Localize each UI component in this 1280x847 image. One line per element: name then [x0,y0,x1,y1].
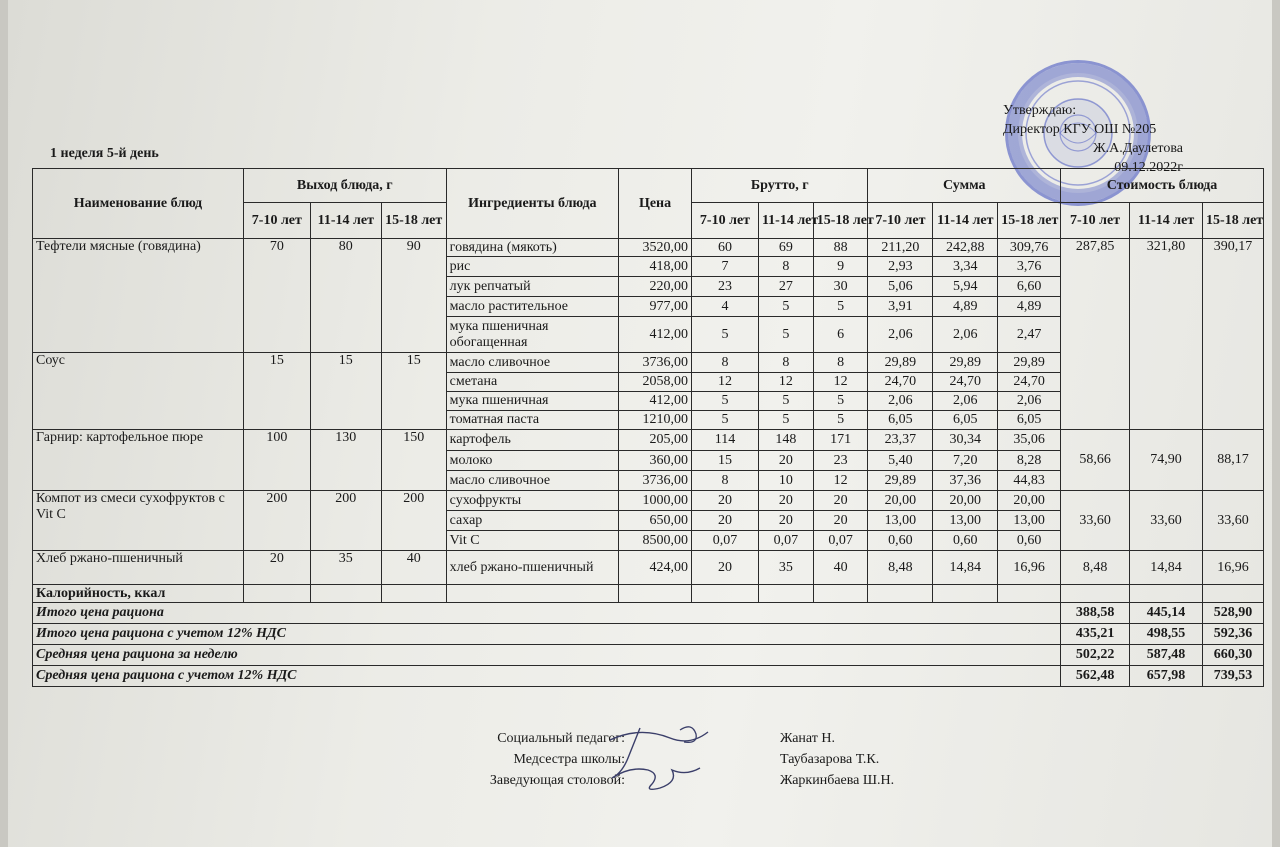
totals-value-age2: 445,14 [1130,603,1203,624]
dish-name: Соус [33,353,244,430]
dish-output-age1: 200 [243,491,310,551]
brutto-age1: 7 [692,257,759,277]
ingredient-price: 412,00 [619,317,692,353]
ingredient-name: масло растительное [446,297,618,317]
header-output-age1: 7-10 лет [243,203,310,239]
header-cost-age1: 7-10 лет [1061,203,1130,239]
sum-age3: 35,06 [998,430,1061,451]
dish-cost-age3: 88,17 [1203,430,1264,491]
brutto-age2: 8 [758,353,813,373]
brutto-age3: 20 [813,511,868,531]
sum-age3: 44,83 [998,471,1061,491]
dish-cost-age2: 14,84 [1130,551,1203,585]
ingredient-price: 8500,00 [619,531,692,551]
brutto-age3: 88 [813,239,868,257]
brutto-age2: 5 [758,297,813,317]
sum-age3: 2,47 [998,317,1061,353]
approval-signer: Ж.А.Даулетова [1093,141,1183,156]
ingredient-name: масло сливочное [446,353,618,373]
header-price: Цена [619,169,692,239]
dish-cost-age1: 58,66 [1061,430,1130,491]
header-sum-age3: 15-18 лет [998,203,1061,239]
ingredient-price: 412,00 [619,392,692,411]
header-output-age3: 15-18 лет [381,203,446,239]
dish-name: Тефтели мясные (говядина) [33,239,244,353]
brutto-age1: 8 [692,353,759,373]
empty-cell [692,585,759,603]
empty-cell [758,585,813,603]
brutto-age3: 8 [813,353,868,373]
sum-age2: 37,36 [933,471,998,491]
brutto-age1: 0,07 [692,531,759,551]
dish-cost-age2: 74,90 [1130,430,1203,491]
ingredient-name: сухофрукты [446,491,618,511]
sum-age2: 2,06 [933,317,998,353]
ingredient-name: говядина (мякоть) [446,239,618,257]
dish-output-age3: 200 [381,491,446,551]
dish-output-age2: 130 [310,430,381,491]
brutto-age2: 20 [758,451,813,471]
sum-age2: 3,34 [933,257,998,277]
totals-value-age3: 528,90 [1203,603,1264,624]
sum-age3: 6,60 [998,277,1061,297]
ingredient-name: сахар [446,511,618,531]
ingredient-price: 1000,00 [619,491,692,511]
approval-title: Утверждаю: [1003,103,1077,118]
dish-output-age1: 15 [243,353,310,430]
signature-role: Заведующая столовой: [489,773,625,788]
brutto-age1: 15 [692,451,759,471]
brutto-age3: 5 [813,411,868,430]
dish-cost-age3: 16,96 [1203,551,1264,585]
sum-age2: 0,60 [933,531,998,551]
header-cost-age2: 11-14 лет [1130,203,1203,239]
empty-cell [813,585,868,603]
sum-age1: 2,93 [868,257,933,277]
empty-cell [243,585,310,603]
sum-age3: 24,70 [998,373,1061,392]
brutto-age3: 12 [813,471,868,491]
empty-cell [1130,585,1203,603]
brutto-age1: 23 [692,277,759,297]
sum-age2: 24,70 [933,373,998,392]
totals-value-age1: 562,48 [1061,666,1130,687]
dish-name: Хлеб ржано-пшеничный [33,551,244,585]
sum-age1: 5,06 [868,277,933,297]
ingredient-price: 424,00 [619,551,692,585]
dish-cost-age2: 321,80 [1130,239,1203,430]
brutto-age3: 12 [813,373,868,392]
sum-age1: 5,40 [868,451,933,471]
brutto-age2: 5 [758,392,813,411]
brutto-age2: 5 [758,411,813,430]
dish-cost-age1: 8,48 [1061,551,1130,585]
brutto-age3: 171 [813,430,868,451]
sum-age2: 4,89 [933,297,998,317]
sum-age1: 2,06 [868,392,933,411]
sum-age2: 2,06 [933,392,998,411]
totals-label: Итого цена рациона [33,603,1061,624]
calories-label: Калорийность, ккал [33,585,244,603]
empty-cell [933,585,998,603]
ingredient-name: лук репчатый [446,277,618,297]
sum-age1: 3,91 [868,297,933,317]
header-cost-age3: 15-18 лет [1203,203,1264,239]
empty-cell [998,585,1061,603]
table-row [33,491,1264,511]
ingredient-name: мука пшеничная обогащенная [446,317,618,353]
sum-age1: 20,00 [868,491,933,511]
sum-age1: 211,20 [868,239,933,257]
signature-role: Медсестра школы: [513,752,625,767]
totals-value-age1: 388,58 [1061,603,1130,624]
dish-output-age3: 15 [381,353,446,430]
dish-output-age2: 200 [310,491,381,551]
totals-value-age3: 592,36 [1203,624,1264,645]
empty-cell [619,585,692,603]
brutto-age1: 12 [692,373,759,392]
totals-label: Итого цена рациона с учетом 12% НДС [33,624,1061,645]
totals-row [33,666,1264,687]
sum-age1: 6,05 [868,411,933,430]
sum-age1: 8,48 [868,551,933,585]
sum-age3: 8,28 [998,451,1061,471]
header-ingredients: Ингредиенты блюда [446,169,618,239]
ingredient-price: 2058,00 [619,373,692,392]
totals-body [33,603,1264,687]
sum-age2: 20,00 [933,491,998,511]
brutto-age2: 35 [758,551,813,585]
sum-age3: 309,76 [998,239,1061,257]
sum-age1: 24,70 [868,373,933,392]
brutto-age3: 30 [813,277,868,297]
dish-output-age2: 80 [310,239,381,353]
signature-name: Таубазарова Т.К. [780,752,880,767]
ingredient-price: 977,00 [619,297,692,317]
brutto-age2: 20 [758,491,813,511]
totals-value-age3: 660,30 [1203,645,1264,666]
ingredient-price: 3736,00 [619,471,692,491]
brutto-age1: 4 [692,297,759,317]
ingredient-price: 205,00 [619,430,692,451]
table-row [33,430,1264,451]
totals-value-age1: 435,21 [1061,624,1130,645]
dish-output-age3: 90 [381,239,446,353]
brutto-age1: 60 [692,239,759,257]
sum-age3: 3,76 [998,257,1061,277]
empty-cell [310,585,381,603]
ingredient-name: сметана [446,373,618,392]
brutto-age3: 5 [813,392,868,411]
header-sum-age1: 7-10 лет [868,203,933,239]
ingredient-price: 360,00 [619,451,692,471]
sum-age2: 6,05 [933,411,998,430]
handwritten-signature-icon [600,718,720,798]
ingredient-price: 3520,00 [619,239,692,257]
dish-cost-age1: 33,60 [1061,491,1130,551]
sum-age1: 23,37 [868,430,933,451]
brutto-age2: 10 [758,471,813,491]
empty-cell [868,585,933,603]
totals-row [33,645,1264,666]
table-row [33,551,1264,585]
header-brutto-age2: 11-14 лет [758,203,813,239]
sum-age2: 5,94 [933,277,998,297]
header-cost: Стоимость блюда [1061,169,1264,203]
ingredient-price: 1210,00 [619,411,692,430]
dish-name: Гарнир: картофельное пюре [33,430,244,491]
dish-output-age3: 150 [381,430,446,491]
header-output: Выход блюда, г [243,169,446,203]
totals-value-age1: 502,22 [1061,645,1130,666]
sum-age1: 0,60 [868,531,933,551]
brutto-age1: 5 [692,392,759,411]
approval-date: 09.12.2022г [1114,160,1183,175]
table-row [33,239,1264,257]
sum-age3: 6,05 [998,411,1061,430]
totals-label: Средняя цена рациона с учетом 12% НДС [33,666,1061,687]
totals-row [33,624,1264,645]
header-output-age2: 11-14 лет [310,203,381,239]
brutto-age3: 5 [813,297,868,317]
week-day-title: 1 неделя 5-й день [50,146,159,161]
approval-block [1003,101,1203,177]
totals-value-age2: 657,98 [1130,666,1203,687]
dish-output-age2: 35 [310,551,381,585]
sum-age1: 2,06 [868,317,933,353]
ingredient-name: масло сливочное [446,471,618,491]
header-brutto-age1: 7-10 лет [692,203,759,239]
sum-age2: 30,34 [933,430,998,451]
sum-age1: 29,89 [868,353,933,373]
totals-label: Средняя цена рациона за неделю [33,645,1061,666]
dish-cost-age3: 390,17 [1203,239,1264,430]
menu-table-body [33,239,1264,603]
ingredient-price: 418,00 [619,257,692,277]
sum-age3: 13,00 [998,511,1061,531]
brutto-age1: 20 [692,511,759,531]
brutto-age3: 9 [813,257,868,277]
brutto-age2: 20 [758,511,813,531]
brutto-age1: 20 [692,551,759,585]
empty-cell [1203,585,1264,603]
brutto-age3: 6 [813,317,868,353]
ingredient-price: 220,00 [619,277,692,297]
sum-age3: 20,00 [998,491,1061,511]
brutto-age1: 8 [692,471,759,491]
empty-cell [1061,585,1130,603]
header-sum-age2: 11-14 лет [933,203,998,239]
totals-row [33,603,1264,624]
brutto-age2: 148 [758,430,813,451]
dish-output-age3: 40 [381,551,446,585]
header-brutto-age3: 15-18 лет [813,203,868,239]
brutto-age2: 69 [758,239,813,257]
dish-output-age2: 15 [310,353,381,430]
dish-cost-age1: 287,85 [1061,239,1130,430]
sum-age1: 29,89 [868,471,933,491]
menu-table [32,168,1264,687]
brutto-age3: 0,07 [813,531,868,551]
brutto-age1: 5 [692,411,759,430]
header-brutto: Брутто, г [692,169,868,203]
ingredient-name: молоко [446,451,618,471]
sum-age3: 16,96 [998,551,1061,585]
brutto-age2: 8 [758,257,813,277]
approval-director: Директор КГУ ОШ №205 [1003,122,1157,137]
header-dish-name: Наименование блюд [33,169,244,239]
ingredient-price: 650,00 [619,511,692,531]
header-sum: Сумма [868,169,1061,203]
empty-cell [381,585,446,603]
sum-age1: 13,00 [868,511,933,531]
sum-age2: 7,20 [933,451,998,471]
sum-age2: 14,84 [933,551,998,585]
ingredient-name: хлеб ржано-пшеничный [446,551,618,585]
sum-age3: 0,60 [998,531,1061,551]
dish-cost-age3: 33,60 [1203,491,1264,551]
brutto-age3: 20 [813,491,868,511]
ingredient-name: томатная паста [446,411,618,430]
totals-value-age2: 587,48 [1130,645,1203,666]
brutto-age2: 27 [758,277,813,297]
sum-age3: 4,89 [998,297,1061,317]
dish-output-age1: 100 [243,430,310,491]
ingredient-price: 3736,00 [619,353,692,373]
empty-cell [446,585,618,603]
dish-cost-age2: 33,60 [1130,491,1203,551]
calories-row [33,585,1264,603]
brutto-age1: 114 [692,430,759,451]
brutto-age2: 0,07 [758,531,813,551]
dish-output-age1: 70 [243,239,310,353]
sum-age3: 29,89 [998,353,1061,373]
dish-output-age1: 20 [243,551,310,585]
signature-name: Жаркинбаева Ш.Н. [780,773,895,788]
ingredient-name: Vit C [446,531,618,551]
ingredient-name: картофель [446,430,618,451]
sum-age2: 29,89 [933,353,998,373]
totals-value-age2: 498,55 [1130,624,1203,645]
brutto-age2: 5 [758,317,813,353]
ingredient-name: мука пшеничная [446,392,618,411]
totals-value-age3: 739,53 [1203,666,1264,687]
brutto-age1: 5 [692,317,759,353]
brutto-age1: 20 [692,491,759,511]
sum-age2: 242,88 [933,239,998,257]
signature-name: Жанат Н. [780,731,835,746]
brutto-age2: 12 [758,373,813,392]
brutto-age3: 40 [813,551,868,585]
brutto-age3: 23 [813,451,868,471]
sum-age2: 13,00 [933,511,998,531]
ingredient-name: рис [446,257,618,277]
signature-role: Социальный педагог: [497,731,625,746]
sum-age3: 2,06 [998,392,1061,411]
dish-name: Компот из смеси сухофруктов с Vit C [33,491,244,551]
